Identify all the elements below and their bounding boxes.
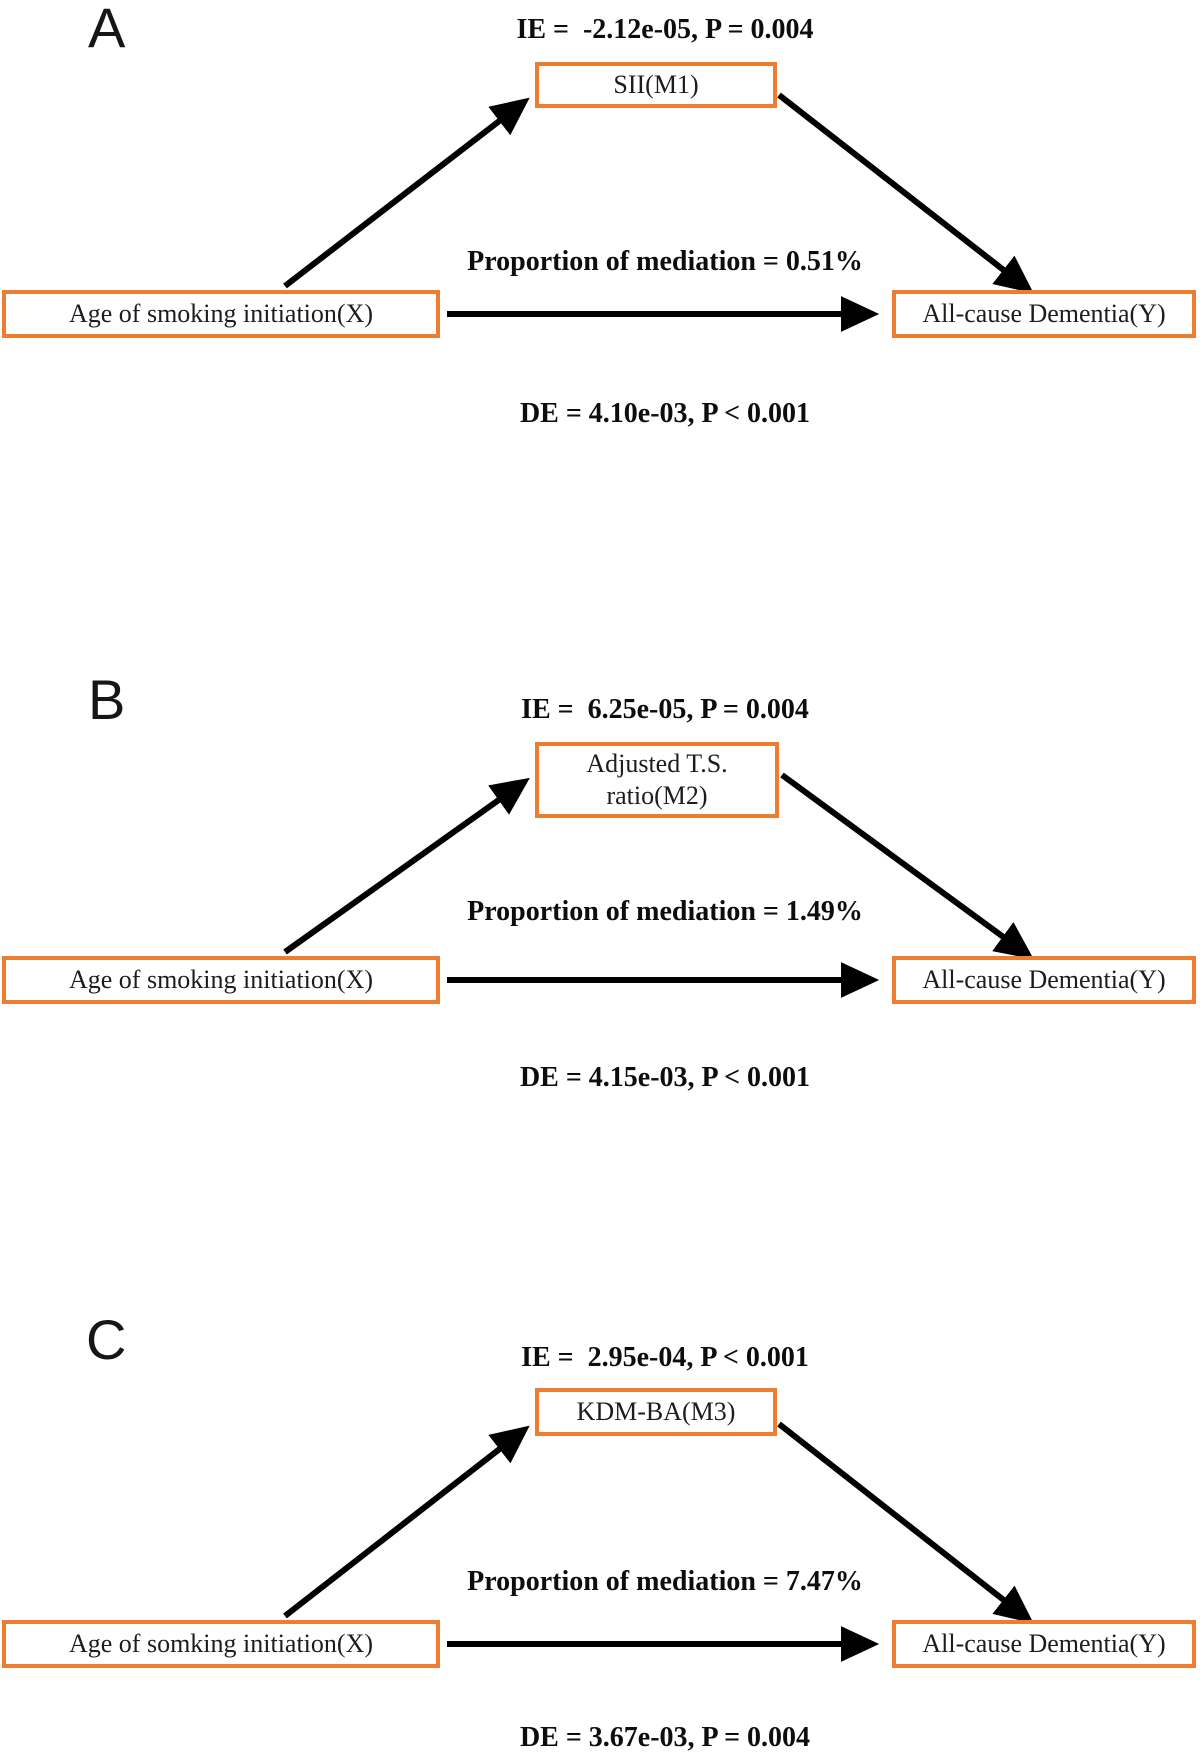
- panel-label: A: [88, 0, 126, 59]
- indirect-effect-label: IE = 6.25e-05, P = 0.004: [521, 694, 809, 725]
- direct-effect-label: DE = 4.10e-03, P < 0.001: [519, 398, 811, 429]
- panel-label: C: [86, 1308, 127, 1371]
- proportion-of-mediation-label: Proportion of mediation = 1.49%: [467, 896, 863, 927]
- outcome-label: All-cause Dementia(Y): [922, 298, 1166, 328]
- exposure-label: Age of somking initiation(X): [68, 1628, 373, 1658]
- direct-effect-label: DE = 3.67e-03, P = 0.004: [519, 1722, 811, 1753]
- indirect-effect-label: IE = -2.12e-05, P = 0.004: [516, 14, 814, 45]
- proportion-of-mediation-label: Proportion of mediation = 7.47%: [467, 1566, 863, 1597]
- mediator-label: KDM-BA(M3): [576, 1396, 736, 1426]
- arrow-x-to-mediator: [285, 1430, 524, 1616]
- arrow-mediator-to-y: [779, 1424, 1028, 1619]
- mediator-label-line2: ratio(M2): [606, 781, 708, 810]
- mediator-label: Adjusted T.S.: [586, 748, 728, 778]
- proportion-of-mediation-label: Proportion of mediation = 0.51%: [467, 246, 863, 277]
- arrow-x-to-mediator: [285, 102, 524, 286]
- arrow-mediator-to-y: [779, 95, 1028, 289]
- exposure-label: Age of smoking initiation(X): [68, 964, 373, 994]
- indirect-effect-label: IE = 2.95e-04, P < 0.001: [521, 1342, 809, 1373]
- outcome-label: All-cause Dementia(Y): [922, 1628, 1166, 1658]
- direct-effect-label: DE = 4.15e-03, P < 0.001: [519, 1062, 811, 1093]
- arrow-x-to-mediator: [285, 782, 524, 952]
- arrow-mediator-to-y: [782, 775, 1028, 955]
- panel-label: B: [88, 668, 126, 731]
- exposure-label: Age of smoking initiation(X): [68, 298, 373, 328]
- outcome-label: All-cause Dementia(Y): [922, 964, 1166, 994]
- mediator-label: SII(M1): [613, 69, 699, 99]
